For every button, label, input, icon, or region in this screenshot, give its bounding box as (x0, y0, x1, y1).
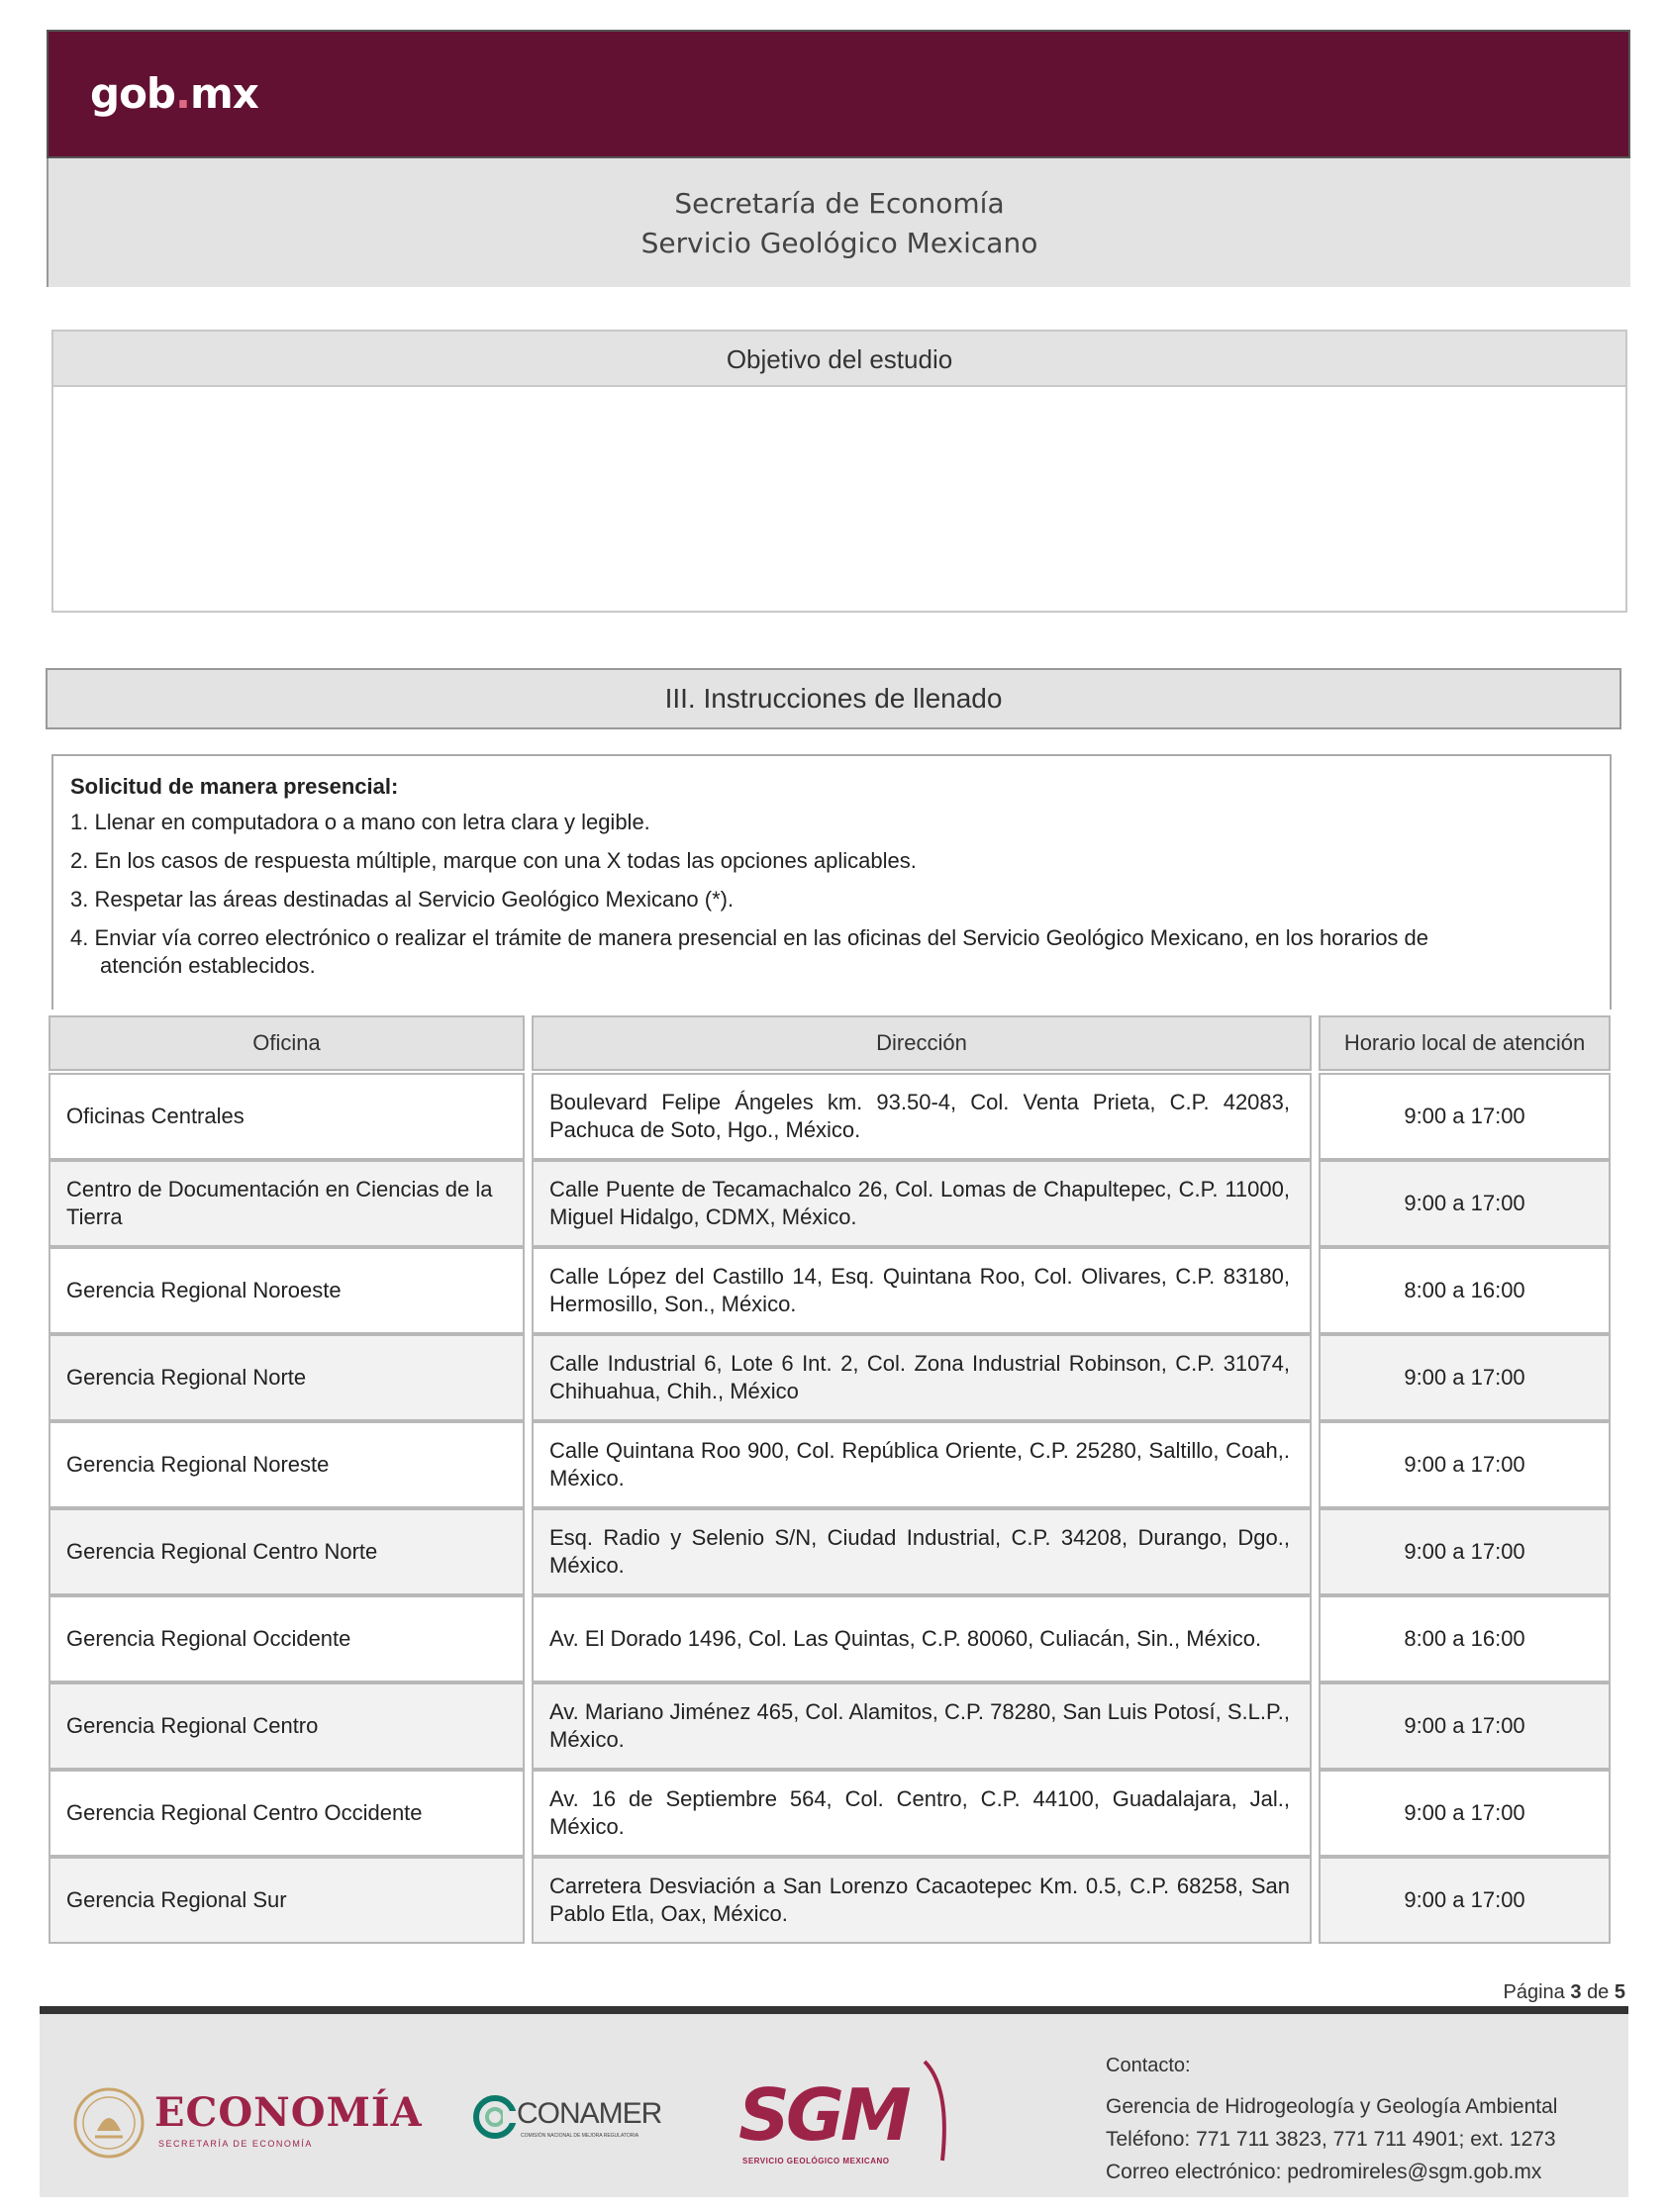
agency-header (47, 158, 1630, 287)
hours-cell: 8:00 a 16:00 (1319, 1247, 1611, 1334)
gobmx-logo[interactable] (90, 69, 258, 118)
office-cell: Gerencia Regional Centro Norte (49, 1508, 525, 1595)
conamer-logo (473, 2095, 671, 2155)
instructions-box (51, 754, 1612, 1010)
agency-line-1: Secretaría de Economía (674, 187, 1005, 220)
instruction-item: 3. Respetar las áreas destinadas al Servicio Geológico Mexicano (*). (70, 887, 735, 912)
economia-wordmark: ECONOMÍA (154, 2089, 423, 2136)
sgm-wordmark: SGM (738, 2073, 908, 2157)
table-header-hours: Horario local de atención (1319, 1015, 1611, 1071)
address-text: Carretera Desviación a San Lorenzo Cacaotepec Km. 0.5, C.P. 68258, San Pablo Etla, Oax, México. (549, 1874, 1290, 1926)
office-cell: Gerencia Regional Centro Occidente (49, 1770, 525, 1857)
contact-department: Gerencia de Hidrogeología y Geología Ambiental (1106, 2095, 1558, 2118)
address-text: Av. 16 de Septiembre 564, Col. Centro, C.P. 44100, Guadalajara, Jal., México. (549, 1786, 1290, 1839)
page-number (1485, 1981, 1625, 2004)
office-cell: Gerencia Regional Occidente (49, 1595, 525, 1683)
hours-cell: 9:00 a 17:00 (1319, 1334, 1611, 1421)
address-text: Av. El Dorado 1496, Col. Las Quintas, C.P. 80060, Culiacán, Sin., México. (549, 1626, 1262, 1651)
instructions-subtitle: Solicitud de manera presencial: (70, 774, 399, 799)
sgm-arc-icon (917, 2058, 956, 2166)
address-cell (532, 1073, 1312, 1160)
address-text: Calle López del Castillo 14, Esq. Quintana Roo, Col. Olivares, C.P. 83180, Hermosillo, Son., México. (549, 1264, 1290, 1316)
address-cell (532, 1770, 1312, 1857)
address-cell (532, 1595, 1312, 1683)
economia-logo (69, 2083, 426, 2163)
office-cell: Oficinas Centrales (49, 1073, 525, 1160)
conamer-subtext: COMISIÓN NACIONAL DE MEJORA REGULATORIA (521, 2133, 639, 2139)
instruction-item: 2. En los casos de respuesta múltiple, marque con una X todas las opciones aplicables. (70, 848, 917, 873)
office-cell: Centro de Documentación en Ciencias de la Tierra (49, 1160, 525, 1247)
agency-line-2: Servicio Geológico Mexicano (640, 227, 1038, 259)
instructions-section-title: III. Instrucciones de llenado (46, 668, 1621, 729)
page-prefix: Página (1503, 1981, 1565, 2003)
contact-label: Contacto: (1106, 2055, 1191, 2076)
address-cell (532, 1508, 1312, 1595)
instruction-item: 1. Llenar en computadora o a mano con letra clara y legible. (70, 810, 650, 834)
address-text: Esq. Radio y Selenio S/N, Ciudad Industrial, C.P. 34208, Durango, Dgo., México. (549, 1525, 1290, 1578)
instruction-item-line: 4. Enviar vía correo electrónico o realizar el trámite de manera presencial en las oficinas del Servicio Geológico Mexicano, en los horarios de (70, 925, 1429, 950)
address-text: Calle Puente de Tecamachalco 26, Col. Lomas de Chapultepec, C.P. 11000, Miguel Hidalgo, CDMX, México. (549, 1177, 1290, 1229)
hours-cell: 9:00 a 17:00 (1319, 1421, 1611, 1508)
brand-tld: mx (189, 69, 258, 118)
economia-subtext: SECRETARÍA DE ECONOMÍA (158, 2139, 313, 2149)
coat-of-arms-icon (69, 2083, 148, 2163)
conamer-icon (473, 2095, 517, 2139)
header-bar (47, 30, 1630, 158)
hours-cell: 9:00 a 17:00 (1319, 1073, 1611, 1160)
hours-cell: 9:00 a 17:00 (1319, 1683, 1611, 1770)
page-total: 5 (1614, 1981, 1625, 2003)
address-cell (532, 1334, 1312, 1421)
address-text: Calle Quintana Roo 900, Col. República Oriente, C.P. 25280, Saltillo, Coah,. México. (549, 1438, 1290, 1491)
objective-section (51, 330, 1627, 613)
sgm-subtext: SERVICIO GEOLÓGICO MEXICANO (742, 2157, 890, 2165)
sgm-logo (738, 2058, 996, 2176)
page-current: 3 (1570, 1981, 1582, 2003)
address-cell (532, 1247, 1312, 1334)
address-text: Av. Mariano Jiménez 465, Col. Alamitos, C.P. 78280, San Luis Potosí, S.L.P., México. (549, 1699, 1291, 1752)
contact-email[interactable]: Correo electrónico: pedromireles@sgm.gob.mx (1106, 2161, 1542, 2183)
office-cell: Gerencia Regional Noroeste (49, 1247, 525, 1334)
address-cell (532, 1421, 1312, 1508)
hours-cell: 8:00 a 16:00 (1319, 1595, 1611, 1683)
objective-title: Objetivo del estudio (53, 332, 1625, 387)
address-text: Boulevard Felipe Ángeles km. 93.50-4, Col. Venta Prieta, C.P. 42083, Pachuca de Soto, Hgo., México. (549, 1090, 1290, 1142)
instruction-item (70, 924, 1594, 980)
table-header-address: Dirección (532, 1015, 1312, 1071)
hours-cell: 9:00 a 17:00 (1319, 1508, 1611, 1595)
brand-dot: . (174, 69, 190, 118)
office-cell: Gerencia Regional Norte (49, 1334, 525, 1421)
hours-cell: 9:00 a 17:00 (1319, 1160, 1611, 1247)
table-header-office: Oficina (49, 1015, 525, 1071)
objective-text-area[interactable] (53, 389, 1625, 613)
office-cell: Gerencia Regional Noreste (49, 1421, 525, 1508)
office-cell: Gerencia Regional Centro (49, 1683, 525, 1770)
hours-cell: 9:00 a 17:00 (1319, 1857, 1611, 1944)
contact-block (1106, 2051, 1557, 2188)
address-cell (532, 1857, 1312, 1944)
footer-rule (40, 2006, 1628, 2014)
address-text: Calle Industrial 6, Lote 6 Int. 2, Col. Zona Industrial Robinson, C.P. 31074, Chihuahua, Chih., México (549, 1351, 1290, 1403)
contact-phone: Teléfono: 771 711 3823, 771 711 4901; ext. 1273 (1106, 2128, 1556, 2151)
brand-main: gob (90, 69, 175, 118)
address-cell (532, 1683, 1312, 1770)
conamer-wordmark: CONAMER (517, 2097, 662, 2130)
hours-cell: 9:00 a 17:00 (1319, 1770, 1611, 1857)
address-cell (532, 1160, 1312, 1247)
page-sep: de (1587, 1981, 1610, 2003)
instruction-item-continuation: atención establecidos. (100, 953, 316, 978)
office-cell: Gerencia Regional Sur (49, 1857, 525, 1944)
